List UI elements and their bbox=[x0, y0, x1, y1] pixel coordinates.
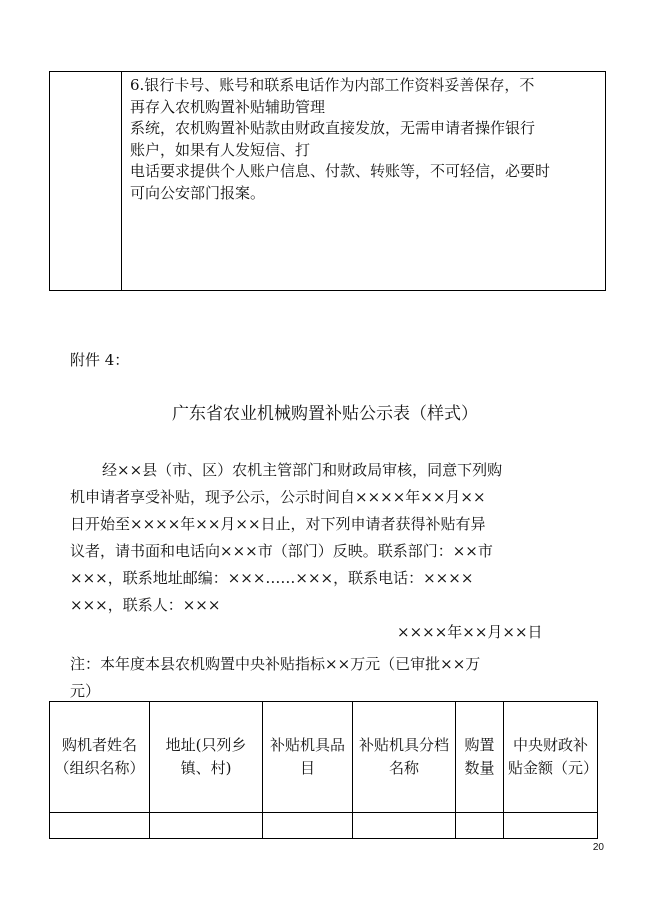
paragraph-line: ×××，联系人：××× bbox=[70, 596, 221, 614]
cell-line: 6.银行卡号、账号和联系电话作为内部工作资料妥善保存，不 bbox=[130, 76, 535, 94]
paragraph-line: ×××，联系地址邮编：×××……×××，联系电话：×××× bbox=[70, 569, 474, 587]
continuation-table bbox=[49, 71, 606, 291]
announcement-paragraph bbox=[70, 457, 590, 619]
note-line: 元） bbox=[70, 682, 101, 700]
table-cell bbox=[150, 813, 263, 839]
cell-line: 电话要求提供个人账户信息、付款、转账等，不可轻信，必要时 bbox=[130, 162, 551, 180]
announcement-date: ××××年××月××日 bbox=[397, 623, 543, 641]
column-header: 补贴机具品目 bbox=[263, 702, 353, 813]
paragraph-line: 议者，请书面和电话向×××市（部门）反映。联系部门：××市 bbox=[70, 542, 493, 560]
table-row bbox=[50, 813, 598, 839]
column-divider bbox=[121, 72, 122, 290]
table-cell bbox=[50, 813, 150, 839]
paragraph-line: 经××县（市、区）农机主管部门和财政局审核，同意下列购 bbox=[102, 461, 503, 479]
column-header: 购机者姓名（组织名称） bbox=[50, 702, 150, 813]
paragraph-line: 日开始至××××年××月××日止，对下列申请者获得补贴有异 bbox=[70, 515, 486, 533]
attachment-label: 附件 4： bbox=[70, 351, 130, 369]
column-header: 补贴机具分档名称 bbox=[353, 702, 456, 813]
page-title: 广东省农业机械购置补贴公示表（样式） bbox=[172, 404, 478, 424]
cell-line: 可向公安部门报案。 bbox=[130, 183, 266, 202]
publicity-table bbox=[49, 701, 598, 839]
column-header: 中央财政补贴金额（元） bbox=[504, 702, 598, 813]
note-line: 注：本年度本县农机购置中央补贴指标××万元（已审批××万 bbox=[70, 655, 481, 673]
continuation-cell bbox=[130, 75, 603, 204]
cell-line: 系统，农机购置补贴款由财政直接发放，无需申请者操作银行 bbox=[130, 119, 536, 137]
note-text bbox=[70, 651, 600, 705]
table-header-row bbox=[50, 702, 598, 813]
table-cell bbox=[263, 813, 353, 839]
table-cell bbox=[504, 813, 598, 839]
paragraph-line: 机申请者享受补贴，现予公示，公示时间自××××年××月×× bbox=[70, 488, 486, 506]
column-header: 购置数量 bbox=[456, 702, 504, 813]
cell-line: 账户，如果有人发短信、打 bbox=[130, 140, 311, 159]
table-cell bbox=[353, 813, 456, 839]
page-number: 20 bbox=[592, 842, 604, 853]
cell-line: 再存入农机购置补贴辅助管理 bbox=[130, 97, 326, 116]
column-header: 地址(只列乡镇、村) bbox=[150, 702, 263, 813]
table-cell bbox=[456, 813, 504, 839]
